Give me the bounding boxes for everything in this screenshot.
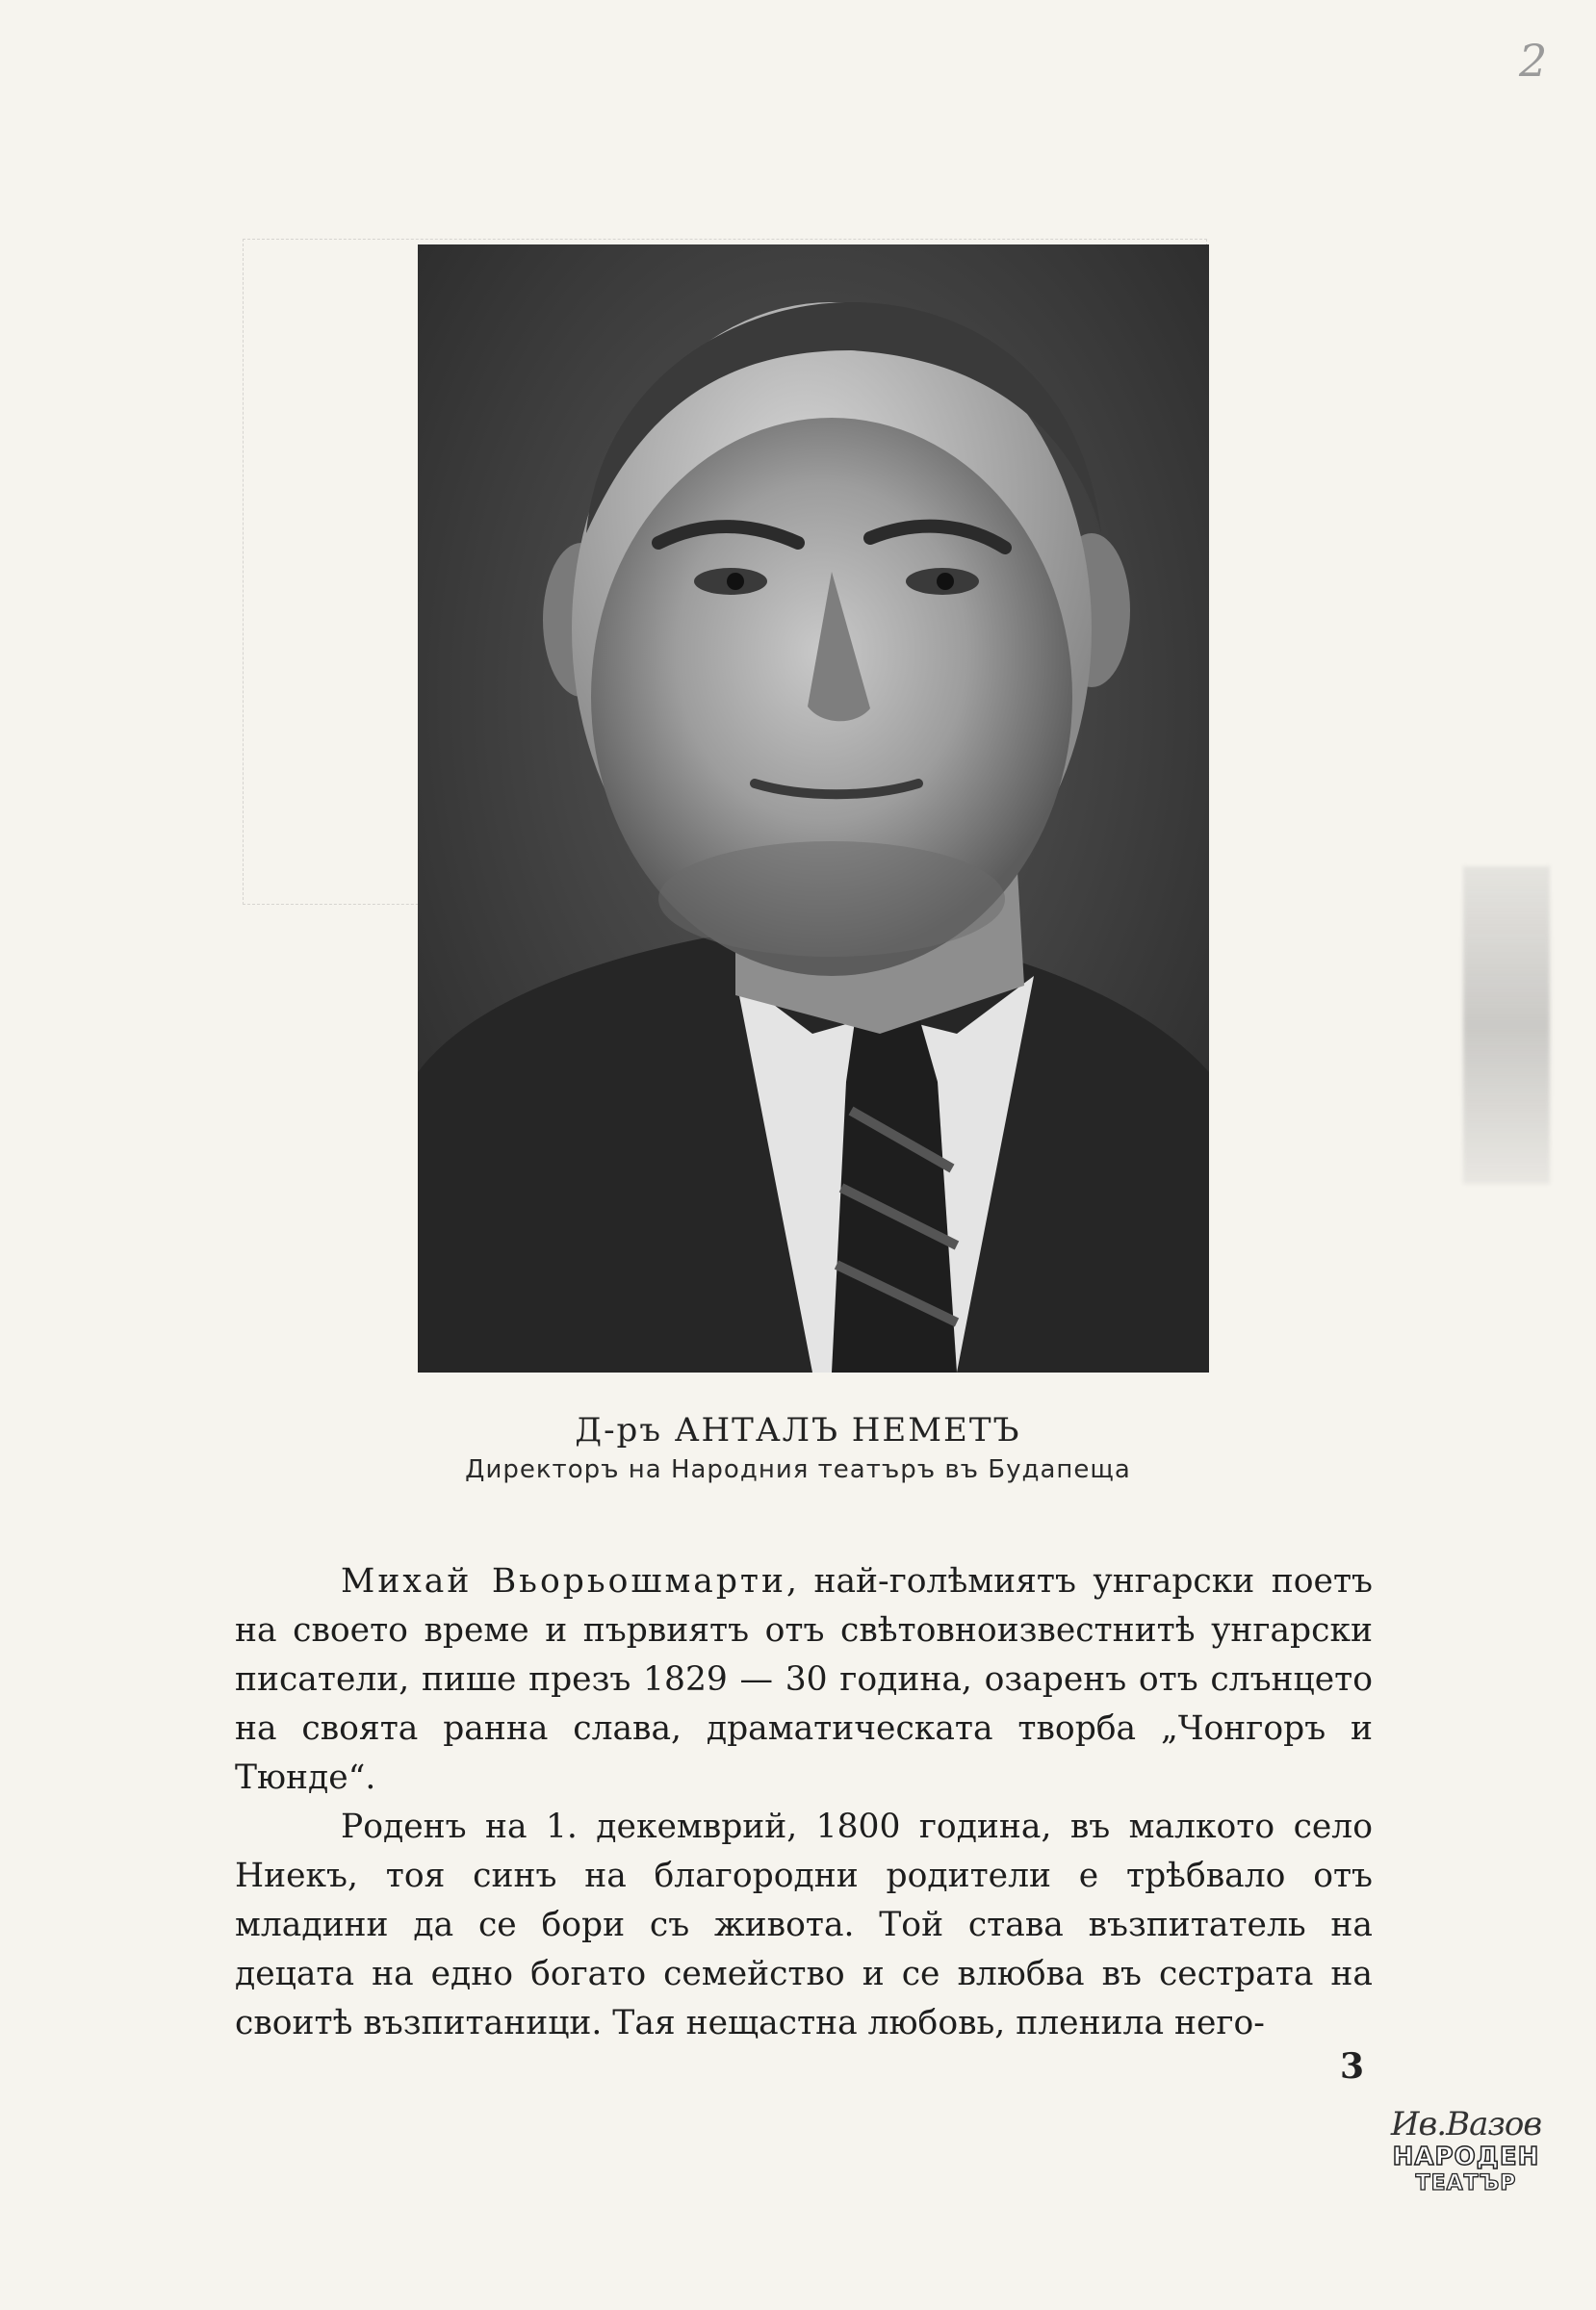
stamp-text-line-2: ТЕАТЪР bbox=[1415, 2171, 1517, 2195]
article-body bbox=[235, 1557, 1373, 2048]
article-paragraph-1 bbox=[235, 1557, 1373, 1803]
author-name: Михай Вьорьошмарти bbox=[341, 1562, 787, 1601]
page-number: 3 bbox=[1340, 2046, 1365, 2087]
portrait-caption-name: Д-ръ АНТАЛЪ НЕМЕТЪ bbox=[575, 1411, 1021, 1450]
portrait-photo bbox=[418, 244, 1209, 1373]
paper-stain bbox=[1463, 866, 1550, 1184]
stamp-signature: Ив.Вазов bbox=[1390, 2105, 1542, 2143]
paragraph-1-text: , най-голѣмиятъ унгарски поетъ на своето време и първиятъ отъ свѣтовноизвестнитѣ унгарски писатели, пише презъ 1829 — 30 година, озаренъ отъ слънцето на своята ранна слава, драматическата творба „Чонгоръ и Тюнде“. bbox=[235, 1562, 1373, 1797]
handwritten-page-mark: 2 bbox=[1519, 35, 1548, 87]
portrait-caption-role: Директоръ на Народния театъръ въ Будапеща bbox=[465, 1455, 1131, 1484]
national-theatre-stamp bbox=[1384, 2106, 1548, 2221]
article-paragraph-2: Роденъ на 1. декемврий, 1800 година, въ малкото село Ниекъ, тоя синъ на благородни родители е трѣбвало отъ младини да се бори съ живота. Той става възпитатель на децата на едно богато семейство и се влюбва въ сестрата на своитѣ възпитаници. Тая нещастна любовь, пленила него- bbox=[235, 1808, 1373, 2042]
portrait-illustration bbox=[418, 244, 1209, 1373]
stamp-text-line-1: НАРОДЕН bbox=[1392, 2143, 1540, 2171]
